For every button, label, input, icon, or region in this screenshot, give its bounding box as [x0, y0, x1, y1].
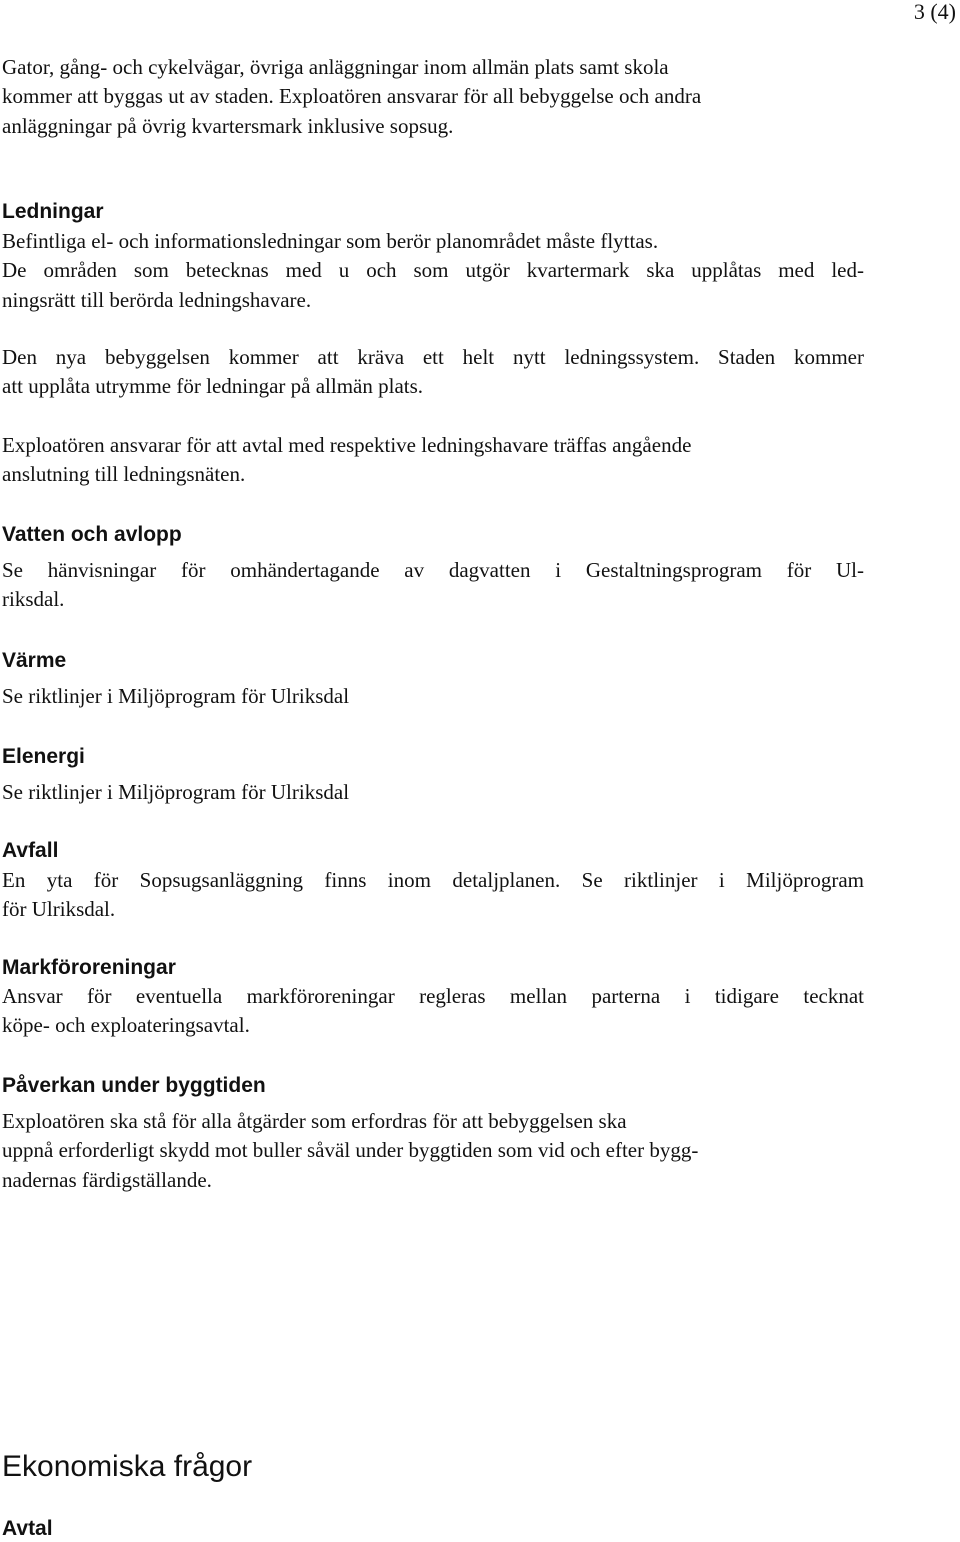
heading-varme: Värme [2, 649, 67, 672]
text-line: riksdal. [2, 587, 65, 612]
heading-markfororeningar: Markföroreningar [2, 956, 176, 979]
text-line: anläggningar på övrig kvartersmark inklusive sopsug. [2, 113, 454, 138]
text-line: Exploatören ska stå för alla åtgärder som erfordras för att bebyggelsen ska [2, 1109, 627, 1133]
text-line: Den nya bebyggelsen kommer att kräva ett helt nytt ledningssystem. Staden kommer [2, 345, 864, 369]
heading-elenergi: Elenergi [2, 745, 85, 768]
heading-paverkan-under-byggtiden: Påverkan under byggtiden [2, 1074, 266, 1097]
markfororeningar-paragraph [2, 982, 864, 1041]
text-line: kommer att byggas ut av staden. Exploatören ansvarar för all bebyggelse och andra [2, 84, 702, 109]
text-line: Se riktlinjer i Miljöprogram för Ulriksdal [2, 780, 350, 804]
text-line: Gator, gång- och cykelvägar, övriga anläggningar inom allmän plats samt skola [2, 55, 669, 79]
heading-ledningar: Ledningar [2, 200, 104, 223]
text-line: nadernas färdigställande. [2, 1167, 212, 1192]
ledningar-paragraph-1 [2, 227, 864, 315]
text-line: Ansvar för eventuella markföroreningar regleras mellan parterna i tidigare tecknat [2, 984, 864, 1008]
paverkan-paragraph [2, 1107, 864, 1195]
page-number: 3 (4) [913, 0, 956, 24]
text-line: Se riktlinjer i Miljöprogram för Ulriksdal [2, 684, 350, 708]
intro-paragraph [2, 53, 864, 141]
text-line: Se hänvisningar för omhändertagande av dagvatten i Gestaltningsprogram för Ul- [2, 558, 864, 582]
text-line: att upplåta utrymme för ledningar på allmän plats. [2, 374, 424, 399]
vatten-paragraph [2, 556, 864, 615]
text-line: En yta för Sopsugsanläggning finns inom detaljplanen. Se riktlinjer i Miljöprogram [2, 868, 864, 892]
text-line: uppnå erforderligt skydd mot buller såväl under byggtiden som vid och efter bygg- [2, 1138, 699, 1163]
elenergi-paragraph [2, 778, 864, 807]
avfall-paragraph [2, 866, 864, 925]
ledningar-paragraph-3 [2, 431, 864, 490]
section-title-ekonomiska-fragor: Ekonomiska frågor [2, 1450, 253, 1483]
text-line: Befintliga el- och informationsledningar som berör planområdet måste flyttas. [2, 229, 659, 253]
text-line: köpe- och exploateringsavtal. [2, 1013, 250, 1038]
heading-vatten-och-avlopp: Vatten och avlopp [2, 523, 182, 546]
heading-avfall: Avfall [2, 839, 59, 862]
varme-paragraph [2, 682, 864, 711]
text-line: Exploatören ansvarar för att avtal med respektive ledningshavare träffas angående [2, 433, 692, 457]
text-line: för Ulriksdal. [2, 897, 116, 922]
ledningar-paragraph-2 [2, 343, 864, 402]
text-line: ningsrätt till berörda ledningshavare. [2, 287, 312, 312]
text-line: anslutning till ledningsnäten. [2, 462, 246, 487]
text-line: De områden som betecknas med u och som utgör kvartermark ska upplåtas med led- [2, 258, 864, 283]
heading-avtal: Avtal [2, 1517, 53, 1540]
